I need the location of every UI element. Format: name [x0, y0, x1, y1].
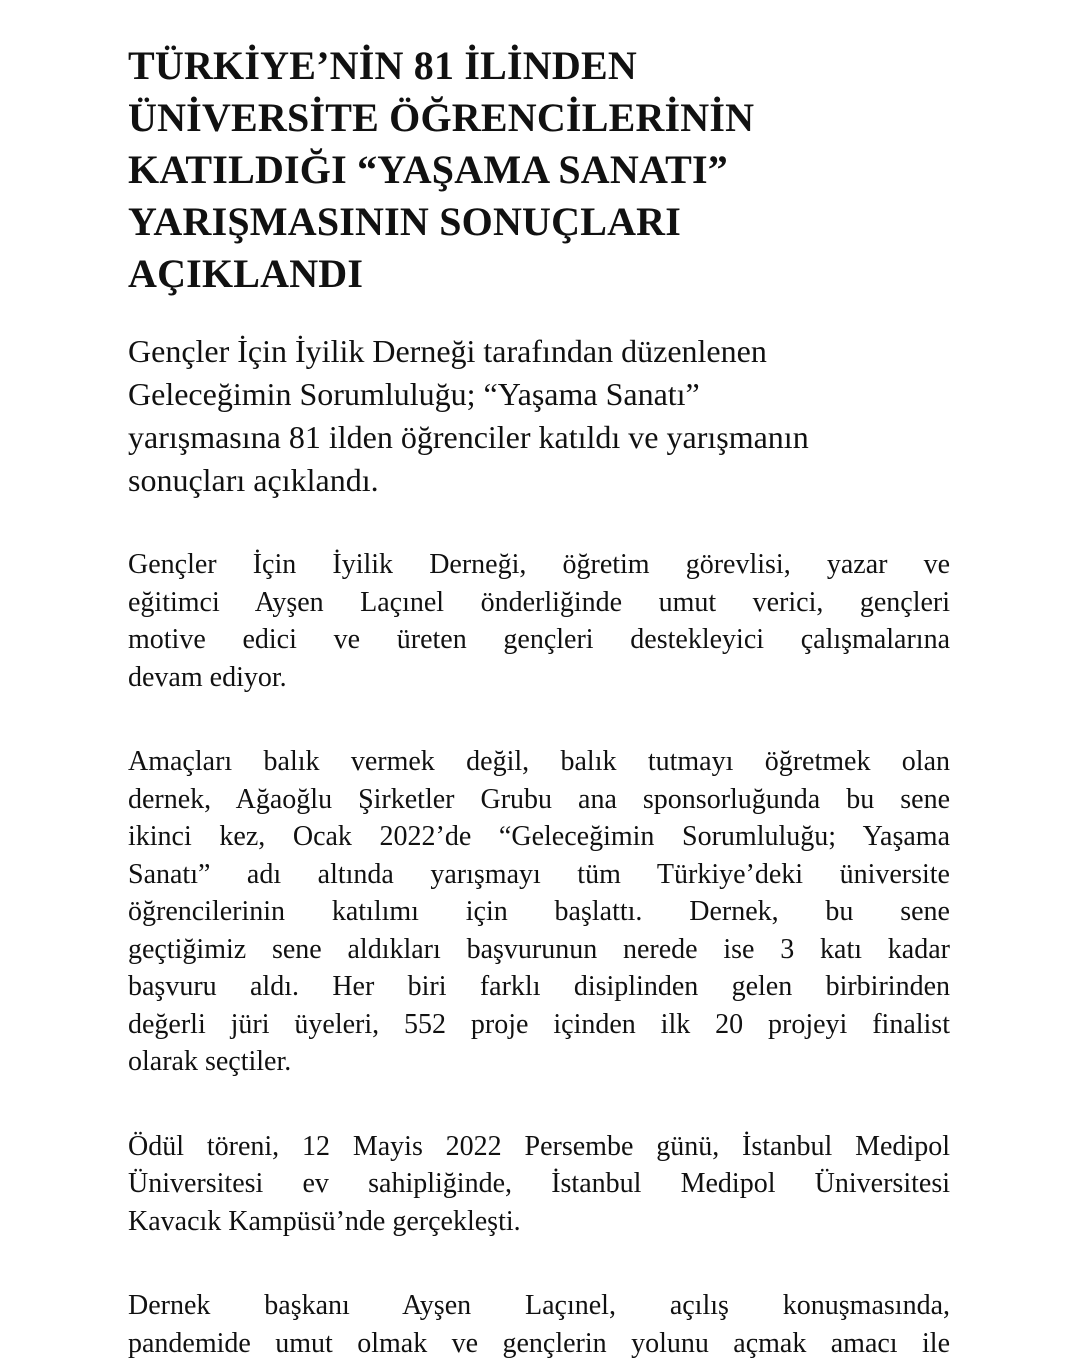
body-line: geçtiğimiz sene aldıkları başvurunun nerede ise 3 katı kadar [128, 931, 950, 969]
lead-line: Gençler İçin İyilik Derneği tarafından düzenlenen [128, 330, 950, 373]
body-line: pandemide umut olmak ve gençlerin yolunu açmak amacı ile [128, 1325, 950, 1362]
title-line: YARIŞMASININ SONUÇLARI [128, 196, 950, 248]
lead-line: Geleceğimin Sorumluluğu; “Yaşama Sanatı” [128, 373, 950, 416]
title-line: KATILDIĞI “YAŞAMA SANATI” [128, 144, 950, 196]
body-paragraph [128, 743, 950, 1081]
body-line: Gençler İçin İyilik Derneği, öğretim görevlisi, yazar ve [128, 546, 950, 584]
body-line: olarak seçtiler. [128, 1043, 950, 1081]
body-line: devam ediyor. [128, 659, 950, 697]
body-line: öğrencilerinin katılımı için başlattı. Dernek, bu sene [128, 893, 950, 931]
body-paragraph [128, 1128, 950, 1241]
lead-line: yarışmasına 81 ilden öğrenciler katıldı ve yarışmanın [128, 416, 950, 459]
body-paragraph [128, 1287, 950, 1362]
body-paragraph [128, 546, 950, 696]
body-line: değerli jüri üyeleri, 552 proje içinden ilk 20 projeyi finalist [128, 1006, 950, 1044]
lead-paragraph [128, 330, 950, 502]
lead-line: sonuçları açıklandı. [128, 459, 950, 502]
body-line: Ödül töreni, 12 Mayis 2022 Persembe günü, İstanbul Medipol [128, 1128, 950, 1166]
body-line: Sanatı” adı altında yarışmayı tüm Türkiye’deki üniversite [128, 856, 950, 894]
title-line: AÇIKLANDI [128, 248, 950, 300]
body-line: Üniversitesi ev sahipliğinde, İstanbul Medipol Üniversitesi [128, 1165, 950, 1203]
body-line: ikinci kez, Ocak 2022’de “Geleceğimin Sorumluluğu; Yaşama [128, 818, 950, 856]
article [128, 40, 950, 1362]
body-line: eğitimci Ayşen Laçınel önderliğinde umut verici, gençleri [128, 584, 950, 622]
body-line: Dernek başkanı Ayşen Laçınel, açılış konuşmasında, [128, 1287, 950, 1325]
article-title [128, 40, 950, 300]
title-line: ÜNİVERSİTE ÖĞRENCİLERİNİN [128, 92, 950, 144]
body-line: Kavacık Kampüsü’nde gerçekleşti. [128, 1203, 950, 1241]
title-line: TÜRKİYE’NİN 81 İLİNDEN [128, 40, 950, 92]
body-line: motive edici ve üreten gençleri destekleyici çalışmalarına [128, 621, 950, 659]
body-line: başvuru aldı. Her biri farklı disiplinden gelen birbirinden [128, 968, 950, 1006]
body-line: dernek, Ağaoğlu Şirketler Grubu ana sponsorluğunda bu sene [128, 781, 950, 819]
body-line: Amaçları balık vermek değil, balık tutmayı öğretmek olan [128, 743, 950, 781]
